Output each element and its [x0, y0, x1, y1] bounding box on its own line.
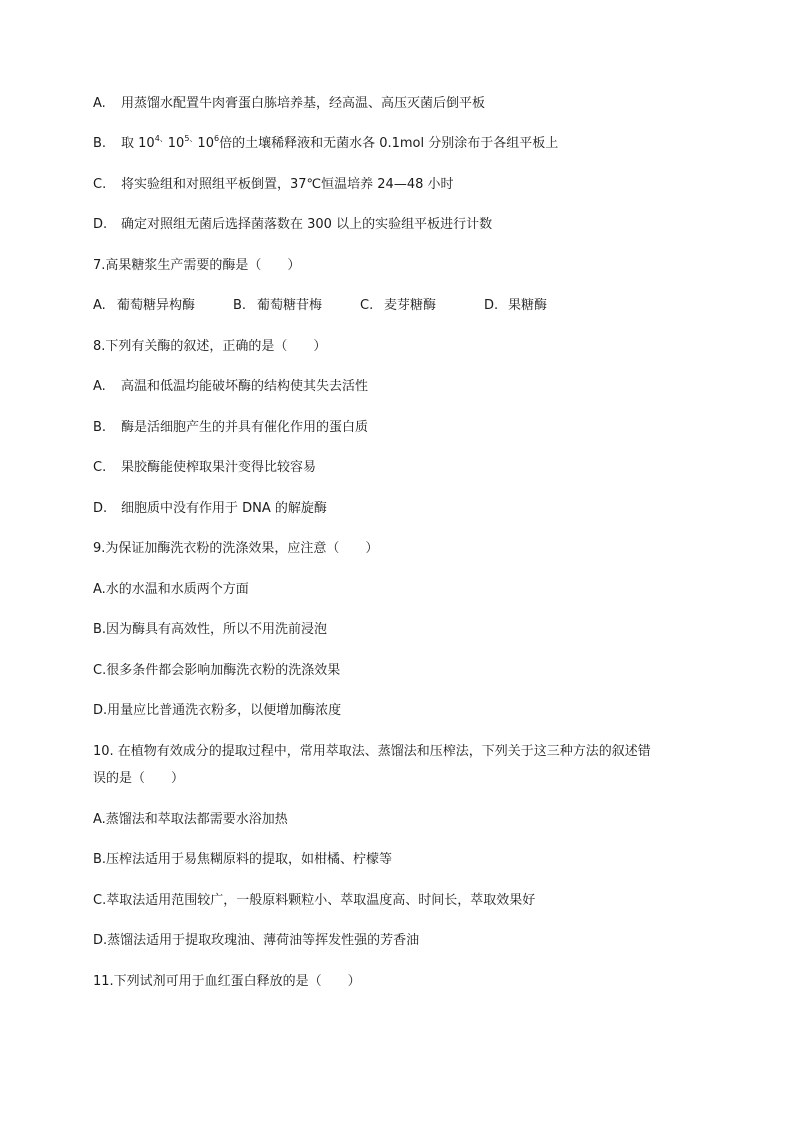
option-text: 将实验组和对照组平板倒置，37℃恒温培养 24—48 小时	[121, 177, 454, 192]
option-letter: D.	[93, 217, 108, 232]
option-text: 细胞质中没有作用于 DNA 的解旋酶	[121, 501, 327, 516]
option-letter: C.	[93, 177, 107, 192]
q11-stem: 11.下列试剂可用于血红蛋白释放的是（ ）	[93, 974, 361, 989]
q7-option-d	[484, 297, 547, 315]
q7-options	[93, 297, 585, 315]
q8-option-d	[93, 500, 327, 518]
option-text: 葡萄糖苷梅	[257, 298, 323, 313]
q6-option-c	[93, 176, 454, 194]
q9-option-c: C.很多条件都会影响加酶洗衣粉的洗涤效果	[93, 663, 341, 678]
q6-option-b	[93, 135, 558, 153]
q10-stem-line1: 10. 在植物有效成分的提取过程中，常用萃取法、蒸馏法和压榨法，下列关于这三种方法的叙述错	[93, 744, 651, 759]
option-letter: C.	[360, 298, 374, 313]
option-text: 酶是活细胞产生的并具有催化作用的蛋白质	[121, 420, 369, 435]
option-text: 果糖酶	[508, 298, 548, 313]
option-letter: D.	[484, 298, 499, 313]
q7-option-c	[360, 297, 436, 315]
q8-option-a	[93, 378, 368, 396]
q10-option-a: A.蒸馏法和萃取法都需要水浴加热	[93, 812, 288, 827]
q10-stem-line2: 误的是（ ）	[93, 771, 185, 786]
q7-stem: 7.高果糖浆生产需要的酶是（ ）	[93, 258, 301, 273]
q8-option-b	[93, 419, 368, 437]
q9-option-d: D.用量应比普通洗衣粉多，以便增加酶浓度	[93, 703, 342, 718]
q6-option-a	[93, 95, 485, 113]
option-letter: B.	[233, 298, 247, 313]
q8-stem: 8.下列有关酶的叙述，正确的是（ ）	[93, 339, 327, 354]
option-letter: B.	[93, 420, 107, 435]
option-letter: D.	[93, 501, 108, 516]
q8-option-c	[93, 459, 316, 477]
q9-option-b: B.因为酶具有高效性，所以不用洗前浸泡	[93, 622, 328, 637]
option-letter: C.	[93, 460, 107, 475]
option-letter: A.	[93, 379, 106, 394]
option-letter: A.	[93, 298, 106, 313]
option-text: 麦芽糖酶	[384, 298, 437, 313]
q7-option-b	[233, 297, 322, 315]
option-text: 果胶酶能使榨取果汁变得比较容易	[121, 460, 317, 475]
q10-option-b: B.压榨法适用于易焦糊原料的提取，如柑橘、柠檬等	[93, 852, 393, 867]
option-text: 葡萄糖异构酶	[117, 298, 196, 313]
q9-stem: 9.为保证加酶洗衣粉的洗涤效果，应注意（ ）	[93, 541, 379, 556]
option-text-pre: 取 10	[121, 136, 155, 151]
option-text: 确定对照组无菌后选择菌落数在 300 以上的实验组平板进行计数	[121, 217, 493, 232]
q10-option-d: D.蒸馏法适用于提取玫瑰油、薄荷油等挥发性强的芳香油	[93, 933, 420, 948]
exponent: 5、	[184, 134, 198, 143]
option-text-mid: 10	[167, 136, 185, 151]
option-text: 用蒸馏水配置牛肉膏蛋白胨培养基，经高温、高压灭菌后倒平板	[121, 96, 486, 111]
exponent: 6	[213, 134, 220, 143]
option-text-post: 倍的土壤稀释液和无菌水各 0.1mol 分别涂布于各组平板上	[219, 136, 559, 151]
q7-option-a	[93, 297, 195, 315]
option-text-mid: 10	[197, 136, 214, 151]
q10-option-c: C.萃取法适用范围较广，一般原料颗粒小、萃取温度高、时间长，萃取效果好	[93, 893, 536, 908]
option-letter: B.	[93, 136, 107, 151]
q9-option-a: A.水的水温和水质两个方面	[93, 582, 249, 597]
q6-option-d	[93, 216, 492, 234]
option-text: 高温和低温均能破坏酶的结构使其失去活性	[121, 379, 369, 394]
exponent: 4、	[154, 134, 168, 143]
option-letter: A.	[93, 96, 106, 111]
